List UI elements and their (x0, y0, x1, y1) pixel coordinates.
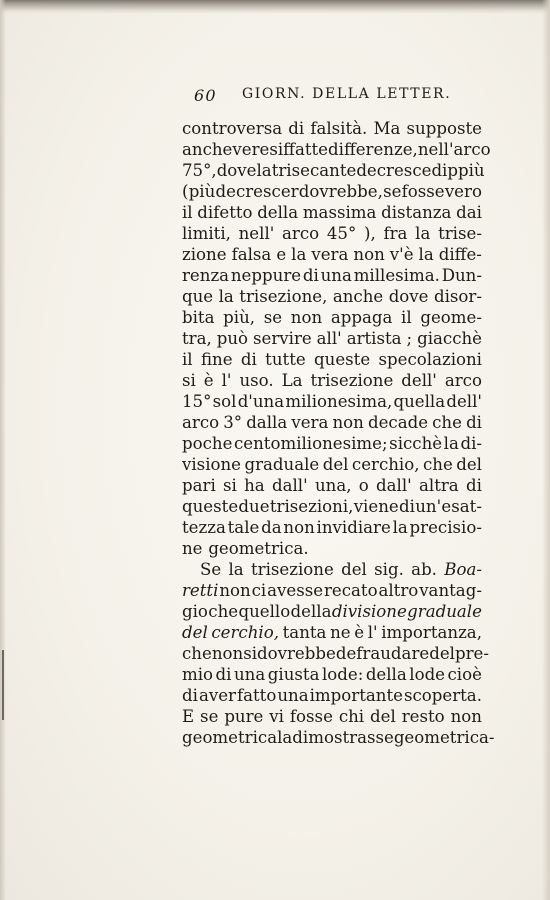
text-word: cerchio, (211, 623, 279, 642)
text-word: geometrica- (393, 728, 495, 747)
text-word: del (429, 644, 455, 663)
text-word: ne (182, 539, 203, 558)
text-word: importanza, (381, 623, 482, 642)
text-word: di (288, 119, 305, 138)
text-word: altro (378, 581, 419, 600)
text-line (182, 223, 482, 244)
text-word: giacchè (417, 329, 482, 348)
text-word: arco (453, 140, 491, 159)
text-word: appaga (330, 308, 393, 327)
text-word: fatto (236, 686, 277, 705)
text-word: che (422, 455, 453, 474)
text-word: falsità. (310, 119, 368, 138)
text-word: scoperta. (403, 686, 482, 705)
text-word: supposte (406, 119, 482, 138)
text-word: E (182, 707, 195, 726)
text-word: fine (200, 350, 233, 369)
text-word: precisio- (409, 518, 482, 537)
text-word: esat- (441, 497, 482, 516)
text-word: di (466, 413, 482, 432)
text-word: quello (238, 602, 291, 621)
text-word: decade (367, 413, 429, 432)
text-word: aver (198, 686, 236, 705)
text-line (182, 643, 489, 664)
text-word: di (302, 266, 319, 285)
text-word: una (277, 686, 309, 705)
text-word: recato (323, 581, 378, 600)
text-line (182, 202, 482, 223)
text-word: pure (224, 707, 264, 726)
text-word: di- (460, 434, 482, 453)
text-word: più, (223, 308, 256, 327)
running-head: GIORN. DELLA LETTER. (242, 86, 452, 102)
text-word: invidiare (316, 518, 391, 537)
text-word: trise- (438, 224, 482, 243)
text-word: mio (182, 665, 214, 684)
text-word: milionesima, (285, 392, 393, 411)
text-word: non (332, 413, 364, 432)
text-word: tanta (282, 623, 327, 642)
text-line (182, 517, 482, 538)
text-line (182, 580, 482, 601)
text-word: che (208, 602, 239, 621)
text-word: fra (383, 224, 408, 243)
text-word: dippiù (431, 161, 485, 180)
text-word: si (182, 371, 196, 390)
text-line (182, 265, 482, 286)
text-word: da (261, 518, 282, 537)
text-word: fosse (401, 182, 445, 201)
text-word: sicchè (389, 434, 443, 453)
text-word: geometrica. (208, 539, 309, 558)
page-right-edge (542, 0, 550, 900)
text-word: pre- (454, 644, 489, 663)
text-word: fosse (289, 707, 333, 726)
text-word: anche (332, 287, 384, 306)
text-word: se (200, 707, 219, 726)
text-line (182, 391, 482, 412)
text-word: che (182, 644, 212, 663)
text-word: controversa (182, 119, 283, 138)
text-word: graduale (244, 455, 320, 474)
text-word: la (277, 728, 293, 747)
text-word: sig. (374, 560, 404, 579)
text-word: dell' (446, 392, 482, 411)
text-word: tra, (182, 329, 212, 348)
text-word: vi (269, 707, 284, 726)
text-word: una, (314, 476, 352, 495)
text-word: di (182, 686, 198, 705)
text-word: tutte (265, 350, 306, 369)
text-word: vera (291, 413, 329, 432)
text-word: 15° (182, 392, 212, 411)
text-word: neppure (230, 266, 302, 285)
text-word: del (370, 707, 396, 726)
text-word: renza (182, 266, 230, 285)
text-word: la (218, 287, 234, 306)
text-word: viene (353, 497, 399, 516)
text-word: Boa- (444, 560, 482, 579)
text-word: il (182, 350, 193, 369)
text-word: dove (388, 287, 429, 306)
text-word: più (188, 182, 216, 201)
text-line (182, 139, 491, 160)
page-left-edge (0, 0, 6, 900)
text-word: chi (338, 707, 365, 726)
text-word: geome- (420, 308, 482, 327)
text-line (182, 664, 482, 685)
text-word: retti (182, 581, 219, 600)
text-word: ha (244, 476, 265, 495)
text-word: trisezioni, (269, 497, 354, 516)
text-word: falsa (231, 245, 272, 264)
text-word: d'una (237, 392, 285, 411)
text-word: dell' (401, 371, 437, 390)
text-word: di (240, 350, 257, 369)
text-word: la (443, 434, 459, 453)
text-word: differenze, (328, 140, 418, 159)
text-word: zione (182, 245, 227, 264)
text-word: importante (309, 686, 403, 705)
text-line (182, 538, 482, 559)
text-word: limiti, (182, 224, 231, 243)
text-word: cioè (447, 665, 482, 684)
text-word: trisezione (310, 371, 394, 390)
text-word: dalla (246, 413, 288, 432)
page-top-shadow (0, 0, 550, 14)
text-word: è (354, 623, 365, 642)
text-line (182, 181, 482, 202)
text-word: artista (346, 329, 402, 348)
text-word: non (450, 707, 482, 726)
text-word: defraudare (335, 644, 430, 663)
text-word: dove (216, 161, 257, 180)
text-line (182, 349, 482, 370)
text-line (182, 412, 482, 433)
text-word: decresce (356, 161, 432, 180)
text-word: il (401, 308, 412, 327)
text-word: massima (302, 203, 377, 222)
text-word: gio (182, 602, 208, 621)
text-word: millesima. (353, 266, 440, 285)
text-word: dimostrasse (292, 728, 394, 747)
text-word: giusta (267, 665, 320, 684)
text-word: della (257, 203, 299, 222)
text-word: ( (182, 182, 189, 201)
text-word: che (432, 413, 462, 432)
text-line (182, 685, 482, 706)
text-word: 75°, (182, 161, 217, 180)
text-word: diffe- (438, 245, 482, 264)
text-word: o (358, 476, 369, 495)
text-word: quella (393, 392, 446, 411)
text-line (182, 622, 482, 643)
text-word: all' (316, 329, 342, 348)
text-word: specolazioni (378, 350, 482, 369)
text-word: non (219, 581, 251, 600)
text-word: la (415, 224, 431, 243)
text-word: di (215, 665, 232, 684)
text-word: vera (311, 245, 349, 264)
text-word: arco (282, 224, 320, 243)
text-word: non (290, 308, 323, 327)
text-word: tale (227, 518, 260, 537)
text-line (182, 160, 485, 181)
text-line (182, 244, 482, 265)
text-word: decrescer (215, 182, 299, 201)
gutter-mark (2, 650, 4, 720)
text-word: anche (182, 140, 233, 159)
text-word: del (341, 560, 367, 579)
text-word: que (182, 287, 214, 306)
text-word: servire (253, 329, 312, 348)
text-word: bita (182, 308, 215, 327)
text-word: difetto (197, 203, 253, 222)
text-line (182, 454, 482, 475)
text-word: l' (221, 371, 232, 390)
text-word: ci (251, 581, 267, 600)
text-word: può (216, 329, 249, 348)
text-word: disor- (433, 287, 482, 306)
text-word: altra (419, 476, 459, 495)
text-line (182, 328, 482, 349)
text-line (182, 601, 482, 622)
text-word: Se (200, 560, 222, 579)
text-word: resto (401, 707, 445, 726)
text-word: visione (182, 455, 242, 474)
text-word: e (276, 245, 287, 264)
text-word: pari (182, 476, 216, 495)
text-word: uso. (239, 371, 274, 390)
text-word: graduale (407, 602, 482, 621)
text-word: trisezione (251, 560, 334, 579)
text-line (182, 370, 482, 391)
text-word: queste (182, 497, 239, 516)
text-line (182, 475, 482, 496)
text-word: 45° (326, 224, 357, 243)
text-word: nell' (417, 140, 454, 159)
text-word: ne (330, 623, 351, 642)
text-word: il (182, 203, 193, 222)
text-word: 3° (223, 413, 243, 432)
text-word: trisezione, (239, 287, 328, 306)
text-word: non (283, 518, 315, 537)
text-word: non (353, 245, 385, 264)
text-word: del (322, 455, 349, 474)
text-word: arco (182, 413, 220, 432)
text-word: del (182, 623, 208, 642)
text-line (182, 496, 482, 517)
text-word: l' (367, 623, 378, 642)
text-word: dovrebbe, (298, 182, 383, 201)
text-word: dall' (271, 476, 308, 495)
text-line (182, 307, 482, 328)
text-word: ab. (411, 560, 437, 579)
text-word: Dun- (441, 266, 482, 285)
body-text (182, 118, 495, 748)
text-word: siffatte (269, 140, 329, 159)
text-word: cerchio, (351, 455, 420, 474)
text-word: lode: (321, 665, 364, 684)
text-word: la (291, 245, 307, 264)
text-word: una (320, 266, 352, 285)
text-word: tezza (182, 518, 226, 537)
text-word: dall' (376, 476, 412, 495)
text-word: vero (444, 182, 482, 201)
text-word: dovrebbe (257, 644, 336, 663)
text-word: di (398, 497, 415, 516)
text-word: non (211, 644, 244, 663)
text-word: ; (406, 329, 413, 348)
text-word: della (290, 602, 332, 621)
text-word: lode (409, 665, 446, 684)
text-word: del (456, 455, 482, 474)
text-word: trisecante (271, 161, 357, 180)
text-word: v'è (389, 245, 414, 264)
text-word: vere (232, 140, 270, 159)
text-word: vantag- (419, 581, 482, 600)
text-line (182, 727, 495, 748)
text-word: nell' (238, 224, 275, 243)
text-word: distanza (381, 203, 452, 222)
text-word: la (418, 245, 434, 264)
text-word: sol (212, 392, 237, 411)
text-word: queste (314, 350, 371, 369)
text-word: se (383, 182, 402, 201)
text-word: centomilionesime; (234, 434, 388, 453)
text-word: geometrica (182, 728, 278, 747)
text-word: un' (415, 497, 442, 516)
text-word: la (228, 560, 244, 579)
text-word: è (203, 371, 214, 390)
text-word: della (365, 665, 407, 684)
page-header (182, 86, 482, 110)
text-word: di (465, 476, 482, 495)
text-line (182, 559, 482, 580)
text-word: ), (364, 224, 376, 243)
text-word: poche (182, 434, 233, 453)
text-word: una (233, 665, 266, 684)
text-word: La (281, 371, 303, 390)
text-word: due (238, 497, 270, 516)
text-word: avesse (267, 581, 324, 600)
text-line (182, 286, 482, 307)
text-word: la (392, 518, 408, 537)
text-line (182, 706, 482, 727)
text-line (182, 433, 482, 454)
text-word: Ma (373, 119, 401, 138)
text-line (182, 118, 482, 139)
text-word: se (263, 308, 283, 327)
text-word: si (223, 476, 237, 495)
text-word: arco (444, 371, 482, 390)
text-word: divisione (331, 602, 407, 621)
text-word: si (243, 644, 258, 663)
text-word: dai (456, 203, 482, 222)
page-number: 60 (194, 86, 217, 105)
text-word: la (256, 161, 272, 180)
